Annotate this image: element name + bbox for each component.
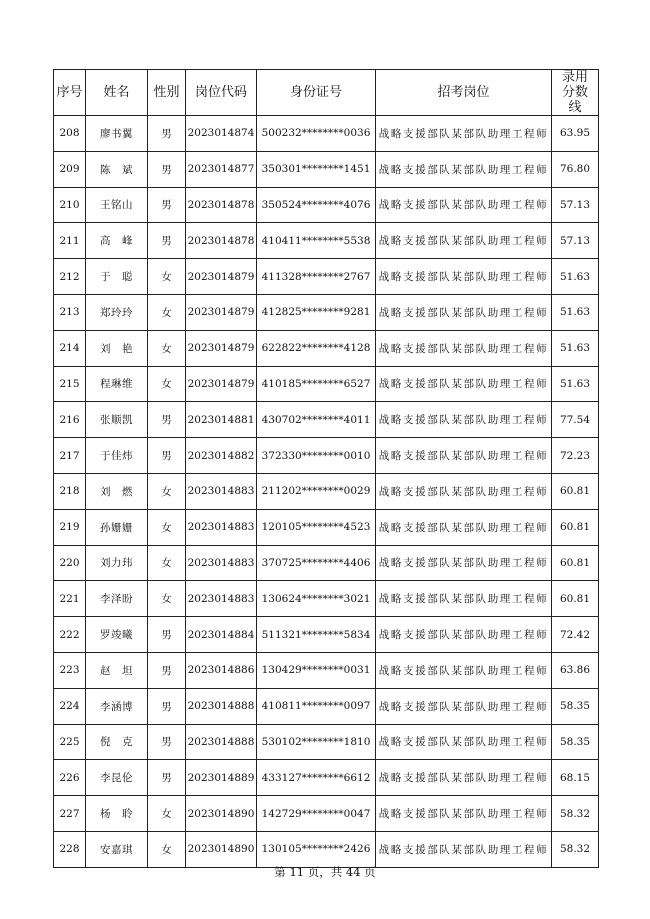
cell-position: 战略支援部队某部队助理工程师 [376, 330, 552, 366]
cell-id-number: 130429********0031 [257, 652, 376, 688]
cell-position: 战略支援部队某部队助理工程师 [376, 151, 552, 187]
cell-position: 战略支援部队某部队助理工程师 [376, 438, 552, 474]
cell-score: 58.32 [552, 831, 599, 867]
cell-score: 63.95 [552, 116, 599, 152]
header-gender: 性别 [148, 70, 186, 116]
cell-id-number: 530102********1810 [257, 724, 376, 760]
cell-position-code: 2023014883 [186, 545, 257, 581]
cell-gender: 男 [148, 151, 186, 187]
cell-index: 220 [54, 545, 86, 581]
cell-gender: 男 [148, 438, 186, 474]
cell-score: 51.63 [552, 294, 599, 330]
cell-gender: 男 [148, 617, 186, 653]
cell-index: 223 [54, 652, 86, 688]
table-row [54, 473, 599, 509]
cell-index: 217 [54, 438, 86, 474]
cell-id-number: 433127********6612 [257, 760, 376, 796]
cell-gender: 男 [148, 688, 186, 724]
cell-score: 51.63 [552, 259, 599, 295]
cell-score: 58.32 [552, 796, 599, 832]
header-index: 序号 [54, 70, 86, 116]
cell-position: 战略支援部队某部队助理工程师 [376, 688, 552, 724]
cell-name: 倪 克 [86, 724, 148, 760]
cell-id-number: 511321********5834 [257, 617, 376, 653]
cell-score: 72.23 [552, 438, 599, 474]
cell-index: 216 [54, 402, 86, 438]
table-row [54, 796, 599, 832]
table-row [54, 223, 599, 259]
cell-index: 227 [54, 796, 86, 832]
cell-score: 60.81 [552, 545, 599, 581]
cell-score: 77.54 [552, 402, 599, 438]
cell-gender: 男 [148, 652, 186, 688]
cell-index: 215 [54, 366, 86, 402]
table-row [54, 402, 599, 438]
cell-index: 210 [54, 187, 86, 223]
cell-gender: 男 [148, 116, 186, 152]
cell-index: 222 [54, 617, 86, 653]
cell-gender: 女 [148, 330, 186, 366]
cell-position-code: 2023014879 [186, 294, 257, 330]
header-name: 姓名 [86, 70, 148, 116]
cell-position-code: 2023014881 [186, 402, 257, 438]
cell-position: 战略支援部队某部队助理工程师 [376, 187, 552, 223]
table-body [54, 116, 599, 868]
cell-score: 57.13 [552, 187, 599, 223]
table-row [54, 187, 599, 223]
cell-name: 程琳维 [86, 366, 148, 402]
cell-score: 58.35 [552, 688, 599, 724]
cell-index: 221 [54, 581, 86, 617]
cell-position: 战略支援部队某部队助理工程师 [376, 581, 552, 617]
cell-position: 战略支援部队某部队助理工程师 [376, 796, 552, 832]
table-row [54, 116, 599, 152]
cell-id-number: 142729********0047 [257, 796, 376, 832]
cell-gender: 男 [148, 760, 186, 796]
cell-gender: 男 [148, 724, 186, 760]
cell-gender: 女 [148, 366, 186, 402]
cell-score: 72.42 [552, 617, 599, 653]
cell-name: 刘 燃 [86, 473, 148, 509]
cell-id-number: 412825********9281 [257, 294, 376, 330]
header-row [54, 70, 599, 116]
cell-index: 219 [54, 509, 86, 545]
table-row [54, 330, 599, 366]
cell-gender: 女 [148, 796, 186, 832]
cell-position-code: 2023014886 [186, 652, 257, 688]
cell-index: 226 [54, 760, 86, 796]
cell-id-number: 411328********2767 [257, 259, 376, 295]
cell-name: 李泽盼 [86, 581, 148, 617]
cell-gender: 男 [148, 187, 186, 223]
cell-position: 战略支援部队某部队助理工程师 [376, 724, 552, 760]
cell-index: 224 [54, 688, 86, 724]
cell-name: 孙姗姗 [86, 509, 148, 545]
header-position-code: 岗位代码 [186, 70, 257, 116]
cell-score: 63.86 [552, 652, 599, 688]
table-row [54, 259, 599, 295]
cell-gender: 男 [148, 402, 186, 438]
cell-gender: 女 [148, 831, 186, 867]
cell-name: 杨 聆 [86, 796, 148, 832]
table-row [54, 294, 599, 330]
table-row [54, 366, 599, 402]
table-row [54, 688, 599, 724]
header-id-number: 身份证号 [257, 70, 376, 116]
cell-id-number: 350524********4076 [257, 187, 376, 223]
cell-position-code: 2023014878 [186, 223, 257, 259]
cell-id-number: 372330********0010 [257, 438, 376, 474]
cell-id-number: 130105********2426 [257, 831, 376, 867]
cell-index: 218 [54, 473, 86, 509]
cell-gender: 女 [148, 581, 186, 617]
cell-score: 60.81 [552, 473, 599, 509]
cell-gender: 女 [148, 545, 186, 581]
cell-name: 王铭山 [86, 187, 148, 223]
cell-id-number: 370725********4406 [257, 545, 376, 581]
cell-name: 廖书翼 [86, 116, 148, 152]
table-row [54, 151, 599, 187]
cell-position: 战略支援部队某部队助理工程师 [376, 760, 552, 796]
cell-position-code: 2023014888 [186, 724, 257, 760]
table-row [54, 617, 599, 653]
cell-gender: 女 [148, 473, 186, 509]
cell-score: 51.63 [552, 366, 599, 402]
cell-name: 刘力玮 [86, 545, 148, 581]
cell-index: 225 [54, 724, 86, 760]
cell-name: 高 峰 [86, 223, 148, 259]
cell-id-number: 500232********0036 [257, 116, 376, 152]
cell-position-code: 2023014888 [186, 688, 257, 724]
table-row [54, 652, 599, 688]
cell-position: 战略支援部队某部队助理工程师 [376, 259, 552, 295]
cell-gender: 女 [148, 294, 186, 330]
cell-index: 212 [54, 259, 86, 295]
table-row [54, 438, 599, 474]
cell-position: 战略支援部队某部队助理工程师 [376, 294, 552, 330]
cell-id-number: 130624********3021 [257, 581, 376, 617]
table-row [54, 509, 599, 545]
cell-gender: 女 [148, 259, 186, 295]
cell-id-number: 211202********0029 [257, 473, 376, 509]
cell-name: 郑玲玲 [86, 294, 148, 330]
cell-index: 208 [54, 116, 86, 152]
cell-position-code: 2023014879 [186, 330, 257, 366]
cell-name: 于佳炜 [86, 438, 148, 474]
cell-position: 战略支援部队某部队助理工程师 [376, 509, 552, 545]
cell-id-number: 622822********4128 [257, 330, 376, 366]
cell-position: 战略支援部队某部队助理工程师 [376, 545, 552, 581]
cell-position: 战略支援部队某部队助理工程师 [376, 116, 552, 152]
cell-position-code: 2023014889 [186, 760, 257, 796]
cell-position-code: 2023014877 [186, 151, 257, 187]
cell-index: 228 [54, 831, 86, 867]
cell-score: 51.63 [552, 330, 599, 366]
cell-index: 214 [54, 330, 86, 366]
cell-position-code: 2023014884 [186, 617, 257, 653]
cell-index: 209 [54, 151, 86, 187]
cell-score: 60.81 [552, 509, 599, 545]
cell-position: 战略支援部队某部队助理工程师 [376, 831, 552, 867]
cell-id-number: 430702********4011 [257, 402, 376, 438]
cell-position: 战略支援部队某部队助理工程师 [376, 652, 552, 688]
admission-table [53, 69, 599, 868]
cell-position-code: 2023014890 [186, 831, 257, 867]
cell-position-code: 2023014883 [186, 473, 257, 509]
cell-name: 陈 斌 [86, 151, 148, 187]
header-position: 招考岗位 [376, 70, 552, 116]
cell-position: 战略支援部队某部队助理工程师 [376, 366, 552, 402]
cell-score: 68.15 [552, 760, 599, 796]
cell-position-code: 2023014879 [186, 366, 257, 402]
cell-position-code: 2023014883 [186, 509, 257, 545]
cell-name: 赵 坦 [86, 652, 148, 688]
cell-position-code: 2023014882 [186, 438, 257, 474]
cell-position: 战略支援部队某部队助理工程师 [376, 473, 552, 509]
cell-position-code: 2023014874 [186, 116, 257, 152]
cell-name: 于 聪 [86, 259, 148, 295]
cell-position-code: 2023014883 [186, 581, 257, 617]
cell-id-number: 410811********0097 [257, 688, 376, 724]
cell-position: 战略支援部队某部队助理工程师 [376, 402, 552, 438]
cell-position: 战略支援部队某部队助理工程师 [376, 223, 552, 259]
table-row [54, 760, 599, 796]
cell-id-number: 410411********5538 [257, 223, 376, 259]
cell-score: 60.81 [552, 581, 599, 617]
cell-name: 刘 艳 [86, 330, 148, 366]
table-row [54, 545, 599, 581]
cell-name: 张顺凯 [86, 402, 148, 438]
cell-gender: 女 [148, 509, 186, 545]
cell-id-number: 120105********4523 [257, 509, 376, 545]
cell-score: 58.35 [552, 724, 599, 760]
cell-name: 罗竣曦 [86, 617, 148, 653]
cell-name: 李涵博 [86, 688, 148, 724]
page-footer: 第 11 页，共 44 页 [274, 865, 376, 879]
cell-index: 211 [54, 223, 86, 259]
table-row [54, 831, 599, 867]
header-score-line: 录用分数线 [552, 70, 599, 116]
cell-gender: 男 [148, 223, 186, 259]
table-row [54, 581, 599, 617]
table-row [54, 724, 599, 760]
cell-score: 57.13 [552, 223, 599, 259]
cell-position-code: 2023014878 [186, 187, 257, 223]
cell-index: 213 [54, 294, 86, 330]
cell-name: 安嘉琪 [86, 831, 148, 867]
cell-position: 战略支援部队某部队助理工程师 [376, 617, 552, 653]
cell-position-code: 2023014890 [186, 796, 257, 832]
cell-score: 76.80 [552, 151, 599, 187]
cell-id-number: 350301********1451 [257, 151, 376, 187]
cell-id-number: 410185********6527 [257, 366, 376, 402]
cell-name: 李昆伦 [86, 760, 148, 796]
cell-position-code: 2023014879 [186, 259, 257, 295]
